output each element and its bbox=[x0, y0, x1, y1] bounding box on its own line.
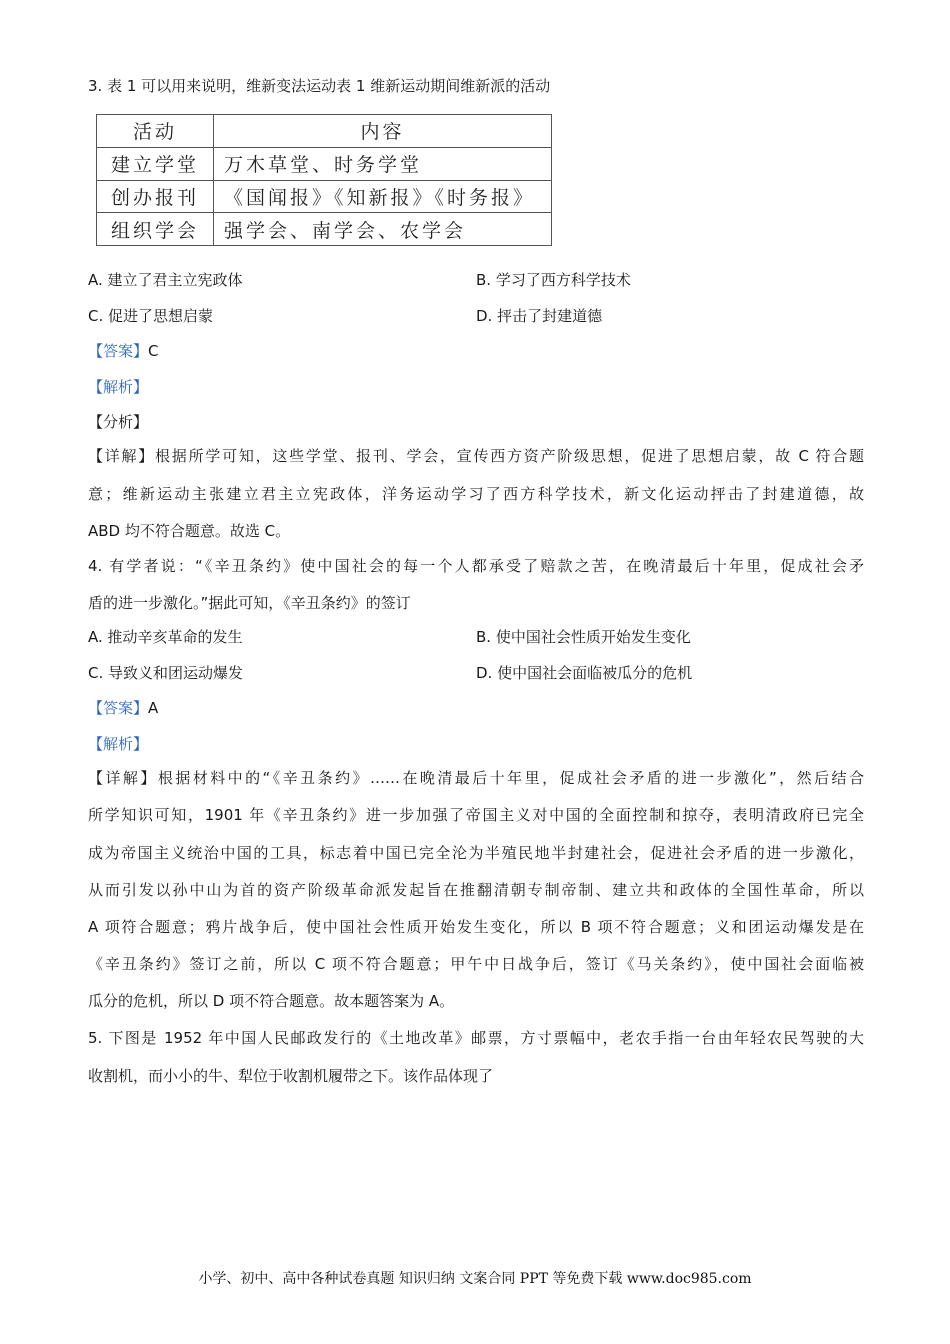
fenxi-tag: 【分析】 bbox=[88, 413, 149, 431]
q4-stem-line: 4. 有学者说：“《辛丑条约》使中国社会的每一个人都承受了赔款之苦，在晚清最后十年里，促成社会矛 bbox=[88, 557, 864, 575]
q3-option-c: C. 促进了思想启蒙 bbox=[88, 307, 214, 325]
q4-option-b: B. 使中国社会性质开始发生变化 bbox=[476, 628, 691, 646]
table-cell: 强学会、南学会、农学会 bbox=[214, 213, 552, 246]
page-footer: 小学、初中、高中各种试卷真题 知识归纳 文案合同 PPT 等免费下载 www.doc985.com bbox=[198, 1271, 752, 1287]
q5-stem-line: 收割机，而小小的牛、犁位于收割机履带之下。该作品体现了 bbox=[88, 1067, 494, 1085]
q4-option-d: D. 使中国社会面临被瓜分的危机 bbox=[476, 664, 693, 682]
analysis-tag: 【解析】 bbox=[88, 378, 149, 396]
q3-detail-line: ABD 均不符合题意。故选 C。 bbox=[88, 522, 291, 540]
answer-value: C bbox=[148, 342, 159, 360]
q5-stem-line: 5. 下图是 1952 年中国人民邮政发行的《土地改革》邮票，方寸票幅中，老农手指一台由年轻农民驾驶的大 bbox=[88, 1029, 864, 1047]
q4-stem-line: 盾的进一步激化。”据此可知，《辛丑条约》的签订 bbox=[88, 594, 411, 612]
answer-tag: 【答案】 bbox=[88, 699, 149, 717]
q3-answer bbox=[88, 341, 868, 361]
q3-analysis-heading bbox=[88, 377, 868, 397]
table-cell: 组织学会 bbox=[97, 213, 214, 246]
q3-stem: 3. 表 1 可以用来说明，维新变法运动表 1 维新运动期间维新派的活动 bbox=[88, 77, 551, 95]
q3-detail-line bbox=[88, 446, 864, 466]
table-row bbox=[97, 180, 552, 213]
q4-option-a: A. 推动辛亥革命的发生 bbox=[88, 628, 243, 646]
table-row bbox=[97, 147, 552, 180]
q4-answer bbox=[88, 698, 868, 718]
table-header-cell: 内容 bbox=[214, 115, 552, 148]
q3-detail-line: 意；维新运动主张建立君主立宪政体，洋务运动学习了西方科学技术，新文化运动抨击了封建道德，故 bbox=[88, 485, 864, 503]
q3-option-a: A. 建立了君主立宪政体 bbox=[88, 271, 243, 289]
q4-detail-line: 瓜分的危机，所以 D 项不符合题意。故本题答案为 A。 bbox=[88, 992, 455, 1010]
detail-tag: 【详解】 bbox=[88, 447, 156, 465]
q3-option-b: B. 学习了西方科学技术 bbox=[476, 271, 631, 289]
table-row bbox=[97, 213, 552, 246]
q4-detail-line: A 项符合题意；鸦片战争后，使中国社会性质开始发生变化，所以 B 项不符合题意；义和团运动爆发是在 bbox=[88, 918, 864, 936]
table-cell: 万木草堂、时务学堂 bbox=[214, 147, 552, 180]
table-header-cell: 活动 bbox=[97, 115, 214, 148]
q4-detail-line: 所学知识可知，1901 年《辛丑条约》进一步加强了帝国主义对中国的全面控制和掠夺，表明清政府已完全 bbox=[88, 806, 864, 824]
answer-tag: 【答案】 bbox=[88, 342, 149, 360]
q4-option-c: C. 导致义和团运动爆发 bbox=[88, 664, 244, 682]
q3-fenxi-heading bbox=[88, 412, 868, 432]
table-cell: 建立学堂 bbox=[97, 147, 214, 180]
detail-text: 根据材料中的“《辛丑条约》……在晚清最后十年里，促成社会矛盾的进一步激化”，然后结合 bbox=[157, 769, 864, 787]
table-cell: 创办报刊 bbox=[97, 180, 214, 213]
table-header-row bbox=[97, 115, 552, 148]
q3-option-d: D. 抨击了封建道德 bbox=[476, 307, 603, 325]
answer-value: A bbox=[148, 699, 159, 717]
analysis-tag: 【解析】 bbox=[88, 735, 149, 753]
table-cell: 《国闻报》《知新报》《时务报》 bbox=[214, 180, 552, 213]
q4-analysis-heading bbox=[88, 734, 868, 754]
q4-detail-line: 从而引发以孙中山为首的资产阶级革命派发起旨在推翻清朝专制帝制、建立共和政体的全国性革命，所以 bbox=[88, 881, 864, 899]
q4-detail-line: 《辛丑条约》签订之前，所以 C 项不符合题意；甲午中日战争后，签订《马关条约》，使中国社会面临被 bbox=[88, 955, 864, 973]
q4-detail-line: 成为帝国主义统治中国的工具，标志着中国已完全沦为半殖民地半封建社会，促进社会矛盾的进一步激化， bbox=[88, 844, 864, 862]
q4-detail-line bbox=[88, 768, 864, 788]
detail-text: 根据所学可知，这些学堂、报刊、学会，宣传西方资产阶级思想，促进了思想启蒙，故 C 符合题 bbox=[155, 447, 864, 465]
q3-table bbox=[96, 114, 552, 246]
detail-tag: 【详解】 bbox=[88, 769, 158, 787]
